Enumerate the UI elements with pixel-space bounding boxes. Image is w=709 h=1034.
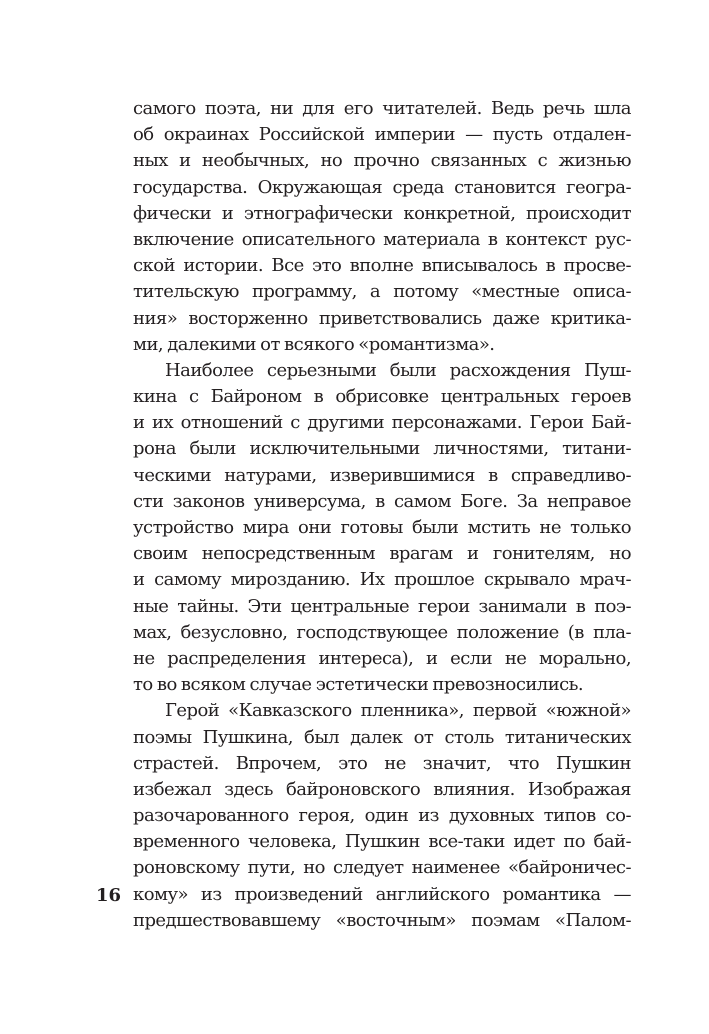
- text-line: кому» из произведений английского романтика —: [133, 883, 631, 905]
- text-line: предшествовавшему «восточным» поэмам «Палом-: [133, 909, 631, 931]
- text-line: поэмы Пушкина, был далек от столь титанических: [133, 726, 631, 748]
- text-line: кина с Байроном в обрисовке центральных героев: [133, 386, 631, 408]
- page-number: 16: [96, 885, 122, 906]
- text-line: роновскому пути, но следует наименее «байроничес-: [133, 857, 631, 879]
- text-line: то во всяком случае эстетически превозносились.: [133, 674, 584, 696]
- text-line: самого поэта, ни для его читателей. Ведь речь шла: [133, 98, 631, 119]
- text-line: мах, безусловно, господствующее положение (в пла-: [133, 621, 631, 643]
- text-line: ные тайны. Эти центральные герои занимали в поэ-: [133, 595, 631, 617]
- text-line: государства. Окружающая среда становится геогра-: [133, 176, 631, 198]
- text-line: избежал здесь байроновского влияния. Изображая: [133, 778, 631, 800]
- text-line: устройство мира они готовы были мстить не только: [133, 517, 631, 538]
- text-line: ных и необычных, но прочно связанных с жизнью: [133, 150, 631, 172]
- text-line: и их отношений с другими персонажами. Герои Бай-: [133, 412, 631, 434]
- text-line: ми, далекими от всякого «романтизма».: [133, 333, 495, 355]
- text-line: ческими натурами, изверившимися в справедливо-: [133, 464, 631, 486]
- text-line: рона были исключительными личностями, титани-: [133, 438, 631, 460]
- text-line: не распределения интереса), и если не морально,: [133, 647, 631, 669]
- text-line: фически и этнографически конкретной, происходит: [133, 202, 631, 224]
- text-line: и самому мирозданию. Их прошлое скрывало мрач-: [133, 569, 631, 591]
- text-line: сти законов универсума, в самом Боге. За неправое: [133, 490, 631, 512]
- text-line: тительскую программу, а потому «местные описа-: [133, 281, 631, 303]
- body-text: [133, 96, 631, 934]
- text-line: об окраинах Российской империи — пусть отдален-: [133, 124, 631, 146]
- paragraph-start-line: Наиболее серьезными были расхождения Пуш-: [165, 359, 631, 381]
- text-line: включение описательного материала в контекст рус-: [133, 228, 631, 250]
- text-line: своим непосредственным врагам и гонителям, но: [133, 543, 631, 565]
- text-line: страстей. Впрочем, это не значит, что Пушкин: [133, 752, 631, 774]
- paragraph-start-line: Герой «Кавказского пленника», первой «южной»: [165, 700, 631, 722]
- text-line: ния» восторженно приветствовались даже критика-: [133, 307, 631, 329]
- text-line: временного человека, Пушкин все-таки идет по бай-: [133, 831, 631, 853]
- text-line: разочарованного героя, один из духовных типов со-: [133, 805, 631, 827]
- text-line: ской истории. Все это вполне вписывалось в просве-: [133, 255, 631, 277]
